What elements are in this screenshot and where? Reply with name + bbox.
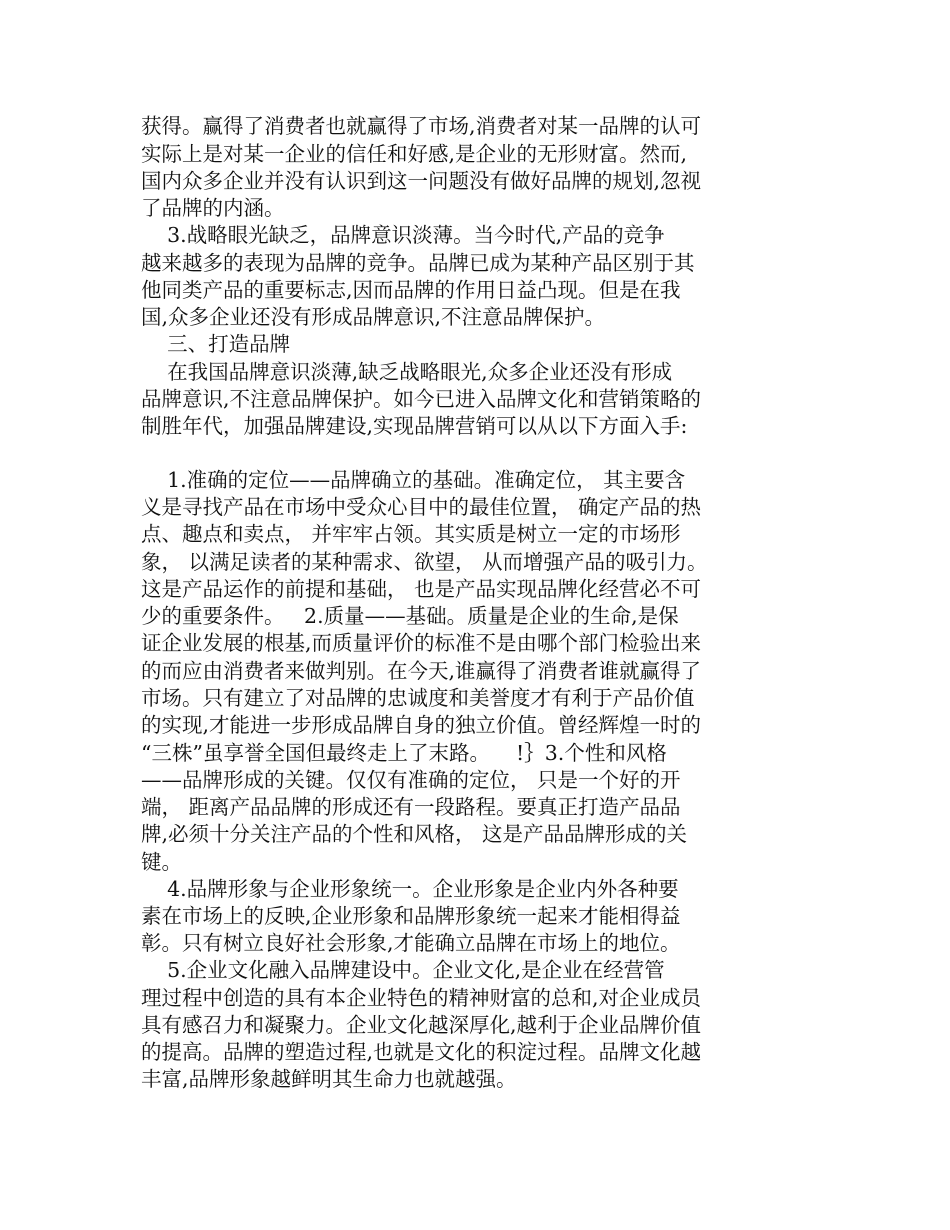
text-line: 彰。只有树立良好社会形象,才能确立品牌在市场上的地位。 bbox=[141, 931, 681, 955]
text-line: 4.品牌形象与企业形象统一。企业形象是企业内外各种要 bbox=[141, 877, 679, 901]
text-line: 少的重要条件。 2.质量——基础。质量是企业的生命,是保 bbox=[141, 604, 679, 628]
text-line: 象， 以满足读者的某种需求、欲望， 从而增强产品的吸引力。 bbox=[141, 550, 708, 574]
text-line: 的而应由消费者来做判别。在今天,谁赢得了消费者谁就赢得了 bbox=[141, 659, 702, 683]
text-line: 端， 距离产品品牌的形成还有一段路程。要真正打造产品品 bbox=[141, 795, 681, 819]
text-line: 这是产品运作的前提和基础， 也是产品实现品牌化经营必不可 bbox=[141, 577, 702, 601]
text-line: 5.企业文化融入品牌建设中。企业文化,是企业在经营管 bbox=[141, 958, 665, 982]
text-line: 1.准确的定位——品牌确立的基础。准确定位， 其主要含 bbox=[141, 468, 686, 492]
text-line: 越来越多的表现为品牌的竞争。品牌已成为某种产品区别于其 bbox=[141, 251, 695, 275]
text-line: 了品牌的内涵。 bbox=[141, 196, 285, 220]
text-line: 丰富,品牌形象越鲜明其生命力也就越强。 bbox=[141, 1067, 517, 1091]
text-line: 他同类产品的重要标志,因而品牌的作用日益凸现。但是在我 bbox=[141, 278, 681, 302]
text-line: 实际上是对某一企业的信任和好感,是企业的无形财富。然而, bbox=[141, 142, 688, 166]
text-line: 3.战略眼光缺乏，品牌意识淡薄。当今时代,产品的竞争 bbox=[141, 223, 665, 247]
text-line: 理过程中创造的具有本企业特色的精神财富的总和,对企业成员 bbox=[141, 986, 702, 1010]
text-line: 国内众多企业并没有认识到这一问题没有做好品牌的规划,忽视 bbox=[141, 169, 702, 193]
text-line: 素在市场上的反映,企业形象和品牌形象统一起来才能相得益 bbox=[141, 904, 681, 928]
text-line: 证企业发展的根基,而质量评价的标准不是由哪个部门检验出来 bbox=[141, 631, 702, 655]
section-heading: 三、打造品牌 bbox=[141, 332, 291, 356]
text-line: “三株”虽享誉全国但最终走上了末路。 !｝3.个性和风格 bbox=[141, 741, 667, 765]
text-line: 国,众多企业还没有形成品牌意识,不注意品牌保护。 bbox=[141, 305, 606, 329]
text-line: 品牌意识,不注意品牌保护。如今已进入品牌文化和营销策略的 bbox=[141, 387, 702, 411]
text-line: 具有感召力和凝聚力。企业文化越深厚化,越利于企业品牌价值 bbox=[141, 1013, 702, 1037]
text-line: 的实现,才能进一步形成品牌自身的独立价值。曾经辉煌一时的 bbox=[141, 713, 702, 737]
text-line: 义是寻找产品在市场中受众心目中的最佳位置， 确定产品的热 bbox=[141, 495, 702, 519]
text-line: 点、趣点和卖点， 并牢牢占领。其实质是树立一定的市场形 bbox=[141, 522, 681, 546]
text-line: 获得。赢得了消费者也就赢得了市场,消费者对某一品牌的认可 bbox=[141, 114, 702, 138]
text-line: 牌,必须十分关注产品的个性和风格， 这是产品品牌形成的关 bbox=[141, 822, 688, 846]
text-line: ——品牌形成的关键。仅仅有准确的定位， 只是一个好的开 bbox=[141, 768, 681, 792]
text-line: 的提高。品牌的塑造过程,也就是文化的积淀过程。品牌文化越 bbox=[141, 1040, 702, 1064]
text-line: 制胜年代，加强品牌建设,实现品牌营销可以从以下方面入手: bbox=[141, 414, 688, 438]
text-line: 键。 bbox=[141, 850, 182, 874]
text-line: 在我国品牌意识淡薄,缺乏战略眼光,众多企业还没有形成 bbox=[141, 360, 673, 384]
text-line: 市场。只有建立了对品牌的忠诚度和美誉度才有利于产品价值 bbox=[141, 686, 695, 710]
